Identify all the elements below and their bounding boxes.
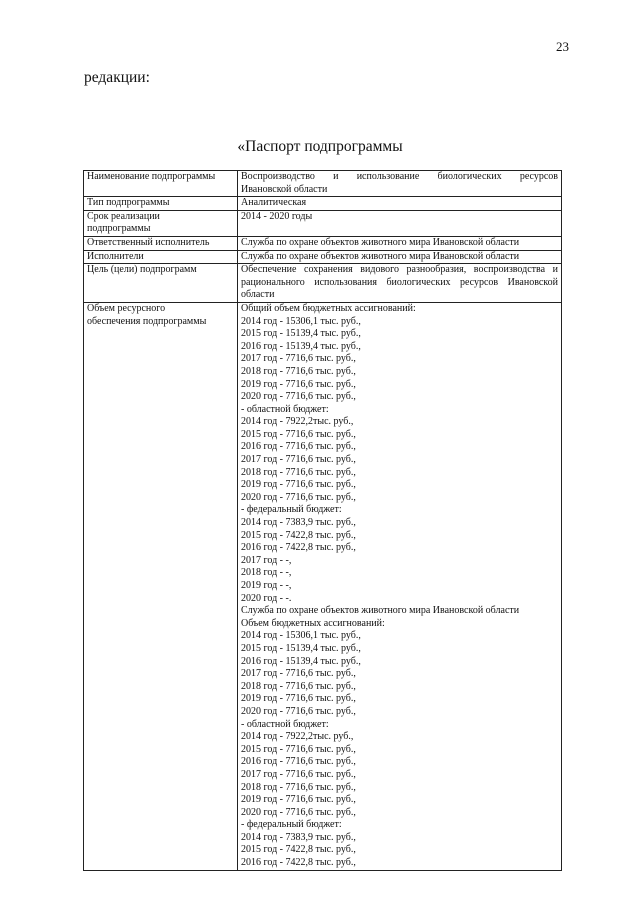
row-value bbox=[238, 210, 562, 236]
value-line: 2015 год - 15139,4 тыс. руб., bbox=[241, 328, 361, 340]
value-line: области bbox=[241, 289, 275, 301]
value-line: 2020 год - 7716,6 тыс. руб., bbox=[241, 391, 356, 403]
value-line: 2014 год - 7922,2тыс. руб., bbox=[241, 731, 354, 743]
value-line: 2014 год - 7383,9 тыс. руб., bbox=[241, 517, 356, 529]
value-line: 2016 год - 7716,6 тыс. руб., bbox=[241, 441, 356, 453]
value-line: 2016 год - 7422,8 тыс. руб., bbox=[241, 857, 356, 869]
value-line: 2018 год - 7716,6 тыс. руб., bbox=[241, 781, 356, 793]
value-line: 2017 год - 7716,6 тыс. руб., bbox=[241, 454, 356, 466]
value-line: Служба по охране объектов животного мира Ивановской области bbox=[241, 236, 520, 248]
value-line: 2015 год - 7716,6 тыс. руб., bbox=[241, 428, 356, 440]
value-line: 2014 - 2020 годы bbox=[241, 210, 313, 222]
row-value bbox=[238, 236, 562, 250]
value-line: 2019 год - 7716,6 тыс. руб., bbox=[241, 479, 356, 491]
value-line: - федеральный бюджет: bbox=[241, 504, 342, 516]
row-label bbox=[84, 302, 238, 870]
row-label bbox=[84, 171, 238, 197]
label-line: обеспечения подпрограммы bbox=[87, 315, 207, 327]
value-line: 2016 год - 7716,6 тыс. руб., bbox=[241, 756, 356, 768]
value-line: 2014 год - 15306,1 тыс. руб., bbox=[241, 315, 361, 327]
label-line: Ответственный исполнитель bbox=[87, 236, 210, 248]
value-line: 2017 год - 7716,6 тыс. руб., bbox=[241, 768, 356, 780]
label-line: Тип подпрограммы bbox=[87, 197, 170, 209]
value-line: Аналитическая bbox=[241, 197, 307, 209]
table-row bbox=[84, 302, 562, 870]
value-line: 2020 год - 7716,6 тыс. руб., bbox=[241, 806, 356, 818]
value-line: 2019 год - 7716,6 тыс. руб., bbox=[241, 794, 356, 806]
table-row bbox=[84, 171, 562, 197]
value-line: Служба по охране объектов животного мира Ивановской области bbox=[241, 605, 520, 617]
value-line: 2014 год - 7922,2тыс. руб., bbox=[241, 416, 354, 428]
value-line: 2015 год - 7716,6 тыс. руб., bbox=[241, 743, 356, 755]
value-line: 2014 год - 15306,1 тыс. руб., bbox=[241, 630, 361, 642]
table-row bbox=[84, 250, 562, 264]
table-row bbox=[84, 210, 562, 236]
value-line: 2016 год - 15139,4 тыс. руб., bbox=[241, 340, 361, 352]
value-line: 2016 год - 15139,4 тыс. руб., bbox=[241, 655, 361, 667]
table-row bbox=[84, 197, 562, 211]
value-line: 2020 год - -. bbox=[241, 592, 292, 604]
value-line: Обеспечение сохранения видового разнообразия, воспроизводства и bbox=[241, 264, 558, 276]
value-line: 2015 год - 15139,4 тыс. руб., bbox=[241, 642, 361, 654]
value-line: 2018 год - 7716,6 тыс. руб., bbox=[241, 365, 356, 377]
value-line: 2019 год - -, bbox=[241, 580, 292, 591]
value-line: Служба по охране объектов животного мира Ивановской области bbox=[241, 250, 520, 262]
value-line: 2017 год - 7716,6 тыс. руб., bbox=[241, 353, 356, 365]
value-line: 2020 год - 7716,6 тыс. руб., bbox=[241, 705, 356, 717]
row-value bbox=[238, 302, 562, 870]
page-number: 23 bbox=[556, 39, 569, 54]
label-line: Исполнители bbox=[87, 250, 144, 262]
value-line: 2018 год - 7716,6 тыс. руб., bbox=[241, 466, 356, 478]
value-line: 2020 год - 7716,6 тыс. руб., bbox=[241, 491, 356, 503]
row-value bbox=[238, 250, 562, 264]
lead-text: редакции: bbox=[84, 69, 150, 86]
label-line: Цель (цели) подпрограмм bbox=[87, 264, 197, 276]
row-label bbox=[84, 210, 238, 236]
passport-table bbox=[83, 170, 562, 871]
value-line: 2016 год - 7422,8 тыс. руб., bbox=[241, 542, 356, 554]
row-value bbox=[238, 197, 562, 211]
value-line: 2018 год - -, bbox=[241, 567, 292, 579]
row-value bbox=[238, 264, 562, 303]
value-line: 2019 год - 7716,6 тыс. руб., bbox=[241, 693, 356, 705]
row-label bbox=[84, 236, 238, 250]
value-line: рационального использования биологических ресурсов Ивановской bbox=[241, 276, 558, 288]
value-line: 2015 год - 7422,8 тыс. руб., bbox=[241, 529, 356, 541]
value-line: - областной бюджет: bbox=[241, 403, 329, 415]
value-line: 2019 год - 7716,6 тыс. руб., bbox=[241, 378, 356, 390]
value-line: 2017 год - -, bbox=[241, 554, 292, 566]
label-line: Наименование подпрограммы bbox=[87, 171, 216, 182]
value-line: 2018 год - 7716,6 тыс. руб., bbox=[241, 680, 356, 692]
passport-title: «Паспорт подпрограммы bbox=[237, 138, 403, 155]
row-label bbox=[84, 264, 238, 303]
value-line: Ивановской области bbox=[241, 183, 328, 195]
table-row bbox=[84, 236, 562, 250]
value-line: Объем бюджетных ассигнований: bbox=[241, 617, 385, 629]
label-line: Срок реализации bbox=[87, 210, 160, 222]
value-line: - областной бюджет: bbox=[241, 718, 329, 730]
value-line: Общий объем бюджетных ассигнований: bbox=[241, 302, 416, 314]
value-line: 2015 год - 7422,8 тыс. руб., bbox=[241, 844, 356, 856]
row-label bbox=[84, 197, 238, 211]
row-label bbox=[84, 250, 238, 264]
table-row bbox=[84, 264, 562, 303]
label-line: Объем ресурсного bbox=[87, 302, 166, 314]
label-line: подпрограммы bbox=[87, 223, 151, 235]
value-line: 2017 год - 7716,6 тыс. руб., bbox=[241, 668, 356, 680]
value-line: Воспроизводство и использование биологических ресурсов bbox=[241, 171, 558, 182]
row-value bbox=[238, 171, 562, 197]
value-line: 2014 год - 7383,9 тыс. руб., bbox=[241, 831, 356, 843]
value-line: - федеральный бюджет: bbox=[241, 819, 342, 831]
